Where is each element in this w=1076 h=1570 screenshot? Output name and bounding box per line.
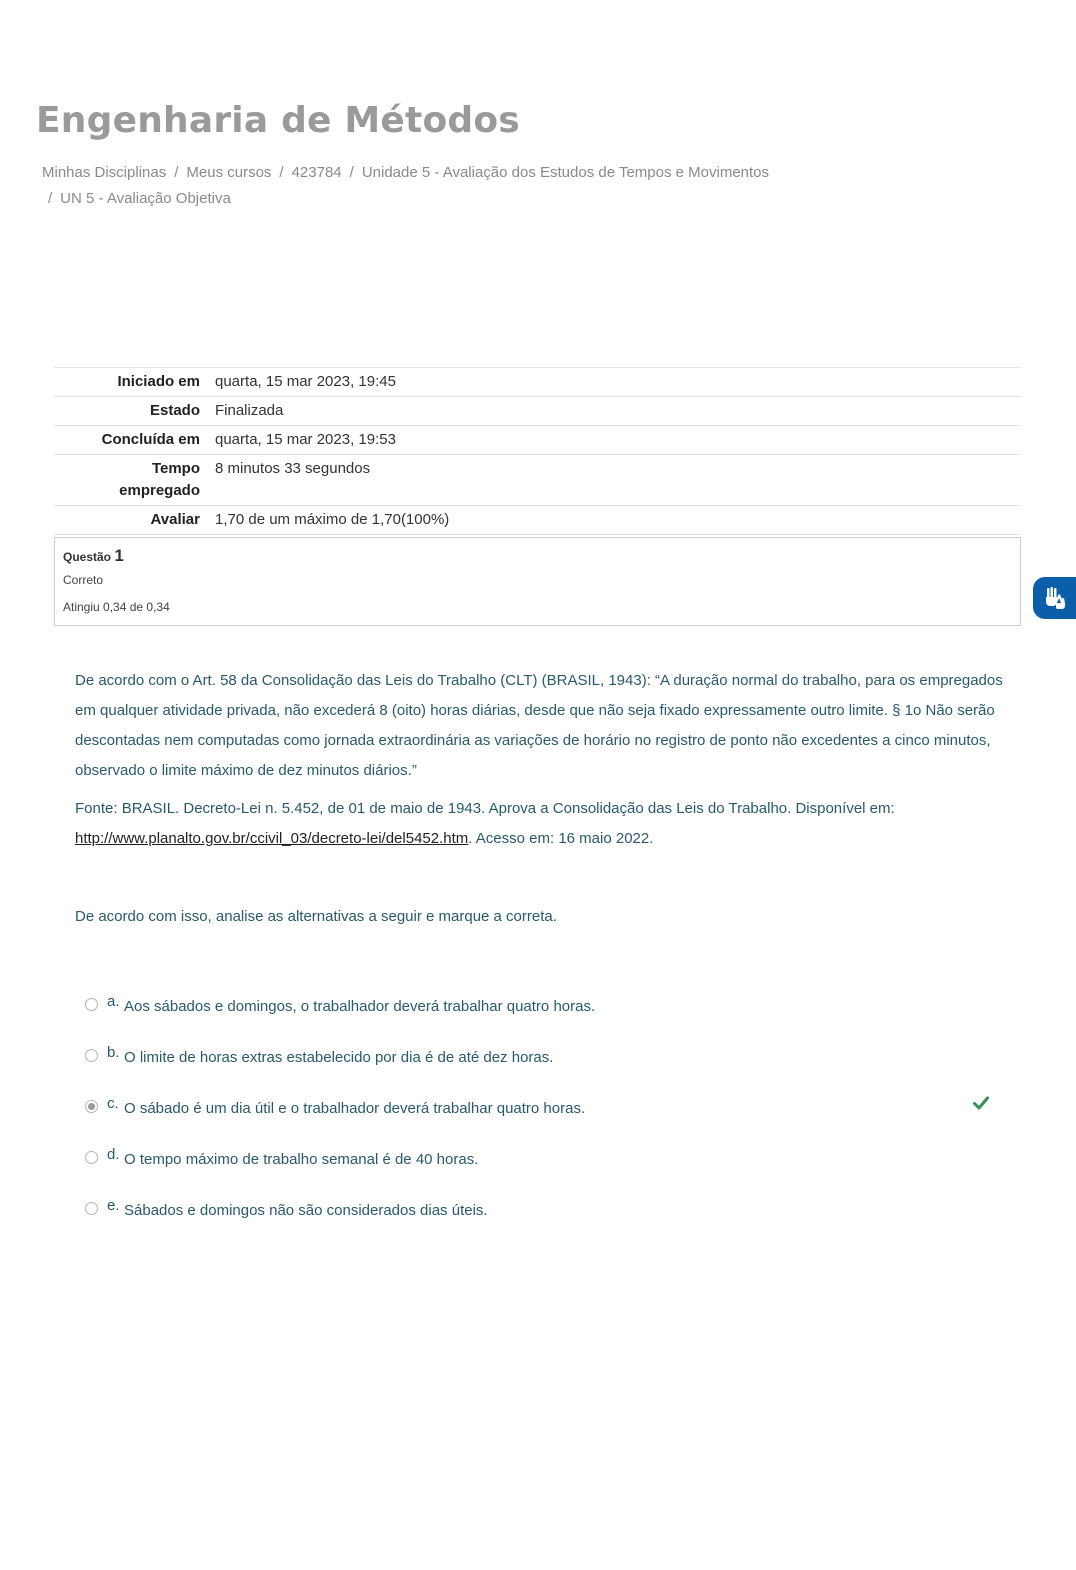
answer-radio[interactable]	[85, 1049, 98, 1062]
answer-list	[85, 990, 1005, 1245]
summary-value: quarta, 15 mar 2023, 19:45	[215, 373, 396, 390]
answer-option-e[interactable]	[85, 1194, 1005, 1245]
summary-value: 8 minutos 33 segundos	[215, 460, 371, 477]
answer-letter: e.	[107, 1197, 120, 1214]
check-icon	[973, 1096, 989, 1110]
page-title: Engenharia de Métodos	[36, 100, 520, 141]
question-prompt: De acordo com isso, analise as alternativas a seguir e marque a correta.	[75, 908, 557, 925]
answer-text: O sábado é um dia útil e o trabalhador deverá trabalhar quatro horas.	[124, 1100, 586, 1117]
summary-label: Estado	[149, 402, 200, 419]
answer-radio[interactable]	[85, 1202, 98, 1215]
summary-label-line: empregado	[119, 482, 200, 499]
summary-value: Finalizada	[215, 402, 284, 419]
answer-radio-selected[interactable]	[85, 1100, 98, 1113]
answer-option-c[interactable]	[85, 1092, 1005, 1143]
answer-letter: c.	[107, 1095, 119, 1112]
question-statement: De acordo com o Art. 58 da Consolidação das Leis do Trabalho (CLT) (BRASIL, 1943): “A duração normal do trabalho, para os empregados em qualquer atividade privada, não excederá 8 (oito) horas diárias, desde que não seja fixado expressamente outro limite. § 1o Não serão descontadas nem computadas como jornada extraordinária as variações de horário no registro de ponto não excedentes a cinco minutos, observado o limite máximo de dez minutos diários.”	[75, 672, 1003, 779]
vlibras-accessibility-button[interactable]	[1033, 577, 1076, 619]
question-text	[75, 666, 1005, 932]
question-info-box	[54, 537, 1021, 626]
answer-option-d[interactable]	[85, 1143, 1005, 1194]
summary-label: Avaliar	[150, 511, 200, 528]
vlibras-hands-icon	[1042, 585, 1068, 611]
breadcrumb	[42, 160, 942, 212]
answer-letter: b.	[107, 1044, 120, 1061]
breadcrumb-separator: /	[349, 164, 354, 181]
answer-text: O limite de horas extras estabelecido por dia é de até dez horas.	[124, 1049, 554, 1066]
source-link[interactable]: http://www.planalto.gov.br/ccivil_03/decreto-lei/del5452.htm	[75, 830, 469, 847]
summary-label	[54, 455, 215, 506]
summary-label-line: Tempo	[151, 460, 200, 477]
summary-row-started	[54, 368, 1021, 397]
summary-row-completed	[54, 426, 1021, 455]
answer-text: O tempo máximo de trabalho semanal é de 40 horas.	[124, 1151, 479, 1168]
breadcrumb-separator: /	[48, 190, 53, 207]
summary-row-state	[54, 397, 1021, 426]
answer-option-a[interactable]	[85, 990, 1005, 1041]
answer-text: Sábados e domingos não são considerados dias úteis.	[124, 1202, 488, 1219]
attempt-summary-table	[54, 367, 1021, 535]
breadcrumb-item-meus-cursos[interactable]: Meus cursos	[186, 164, 272, 181]
source-prefix: Fonte: BRASIL. Decreto-Lei n. 5.452, de 01 de maio de 1943. Aprova a Consolidação das Leis do Trabalho. Disponível em:	[75, 800, 895, 817]
summary-value: 1,70 de um máximo de 1,70(100%)	[215, 511, 450, 528]
answer-radio[interactable]	[85, 1151, 98, 1164]
summary-value: quarta, 15 mar 2023, 19:53	[215, 431, 396, 448]
breadcrumb-separator: /	[174, 164, 179, 181]
question-number-value: 1	[114, 546, 124, 565]
summary-label: Iniciado em	[117, 373, 200, 390]
answer-letter: d.	[107, 1146, 120, 1163]
summary-row-grade	[54, 506, 1021, 535]
source-suffix: . Acesso em: 16 maio 2022.	[468, 830, 654, 847]
breadcrumb-separator: /	[279, 164, 284, 181]
breadcrumb-item-unidade[interactable]: Unidade 5 - Avaliação dos Estudos de Tempos e Movimentos	[361, 164, 770, 181]
answer-text: Aos sábados e domingos, o trabalhador deverá trabalhar quatro horas.	[124, 998, 596, 1015]
breadcrumb-item-course-id[interactable]: 423784	[291, 164, 342, 181]
summary-label: Concluída em	[101, 431, 200, 448]
answer-radio[interactable]	[85, 998, 98, 1011]
question-state: Correto	[63, 573, 104, 587]
question-number-label: Questão	[63, 550, 112, 564]
question-grade: Atingiu 0,34 de 0,34	[63, 600, 170, 614]
breadcrumb-item-minhas-disciplinas[interactable]: Minhas Disciplinas	[42, 164, 167, 181]
question-source	[75, 794, 1005, 854]
answer-letter: a.	[107, 993, 120, 1010]
breadcrumb-item-avaliacao[interactable]: UN 5 - Avaliação Objetiva	[60, 190, 231, 207]
question-number	[63, 546, 124, 566]
summary-row-time	[54, 455, 1021, 506]
answer-option-b[interactable]	[85, 1041, 1005, 1092]
